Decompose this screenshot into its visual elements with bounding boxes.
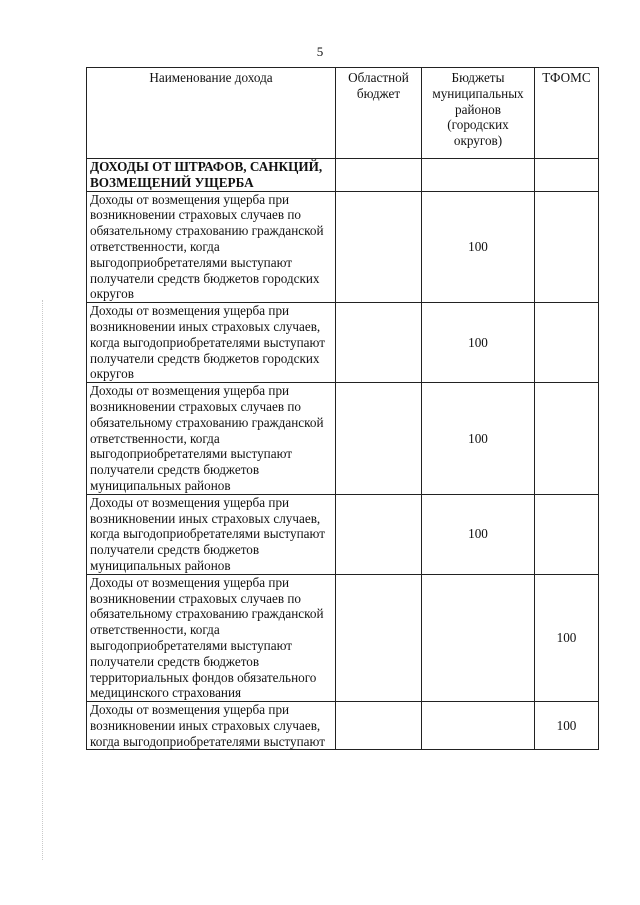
scan-margin-marks	[42, 300, 47, 860]
tfoms-value-cell	[535, 191, 599, 303]
revenue-name-cell: Доходы от возмещения ущерба при возникновении страховых случаев по обязательному страхованию гражданской ответственности, когда выгодоприобретателями выступают получатели средств бюджетов территориальных фондов обязательного медицинского страхования	[87, 574, 336, 701]
tfoms-value-cell	[535, 494, 599, 574]
header-municipal-budgets: Бюджеты муниципальных районов (городских округов)	[422, 68, 535, 159]
table-row	[87, 574, 599, 701]
section-municipal-cell	[422, 159, 535, 192]
revenue-name-cell: Доходы от возмещения ущерба при возникновении иных страховых случаев, когда выгодоприобретателями выступают получатели средств бюджетов городских округов	[87, 303, 336, 383]
tfoms-value-cell: 100	[535, 702, 599, 750]
municipal-value-cell	[422, 574, 535, 701]
oblast-value-cell	[336, 702, 422, 750]
revenue-name-cell: Доходы от возмещения ущерба при возникновении страховых случаев по обязательному страхованию гражданской ответственности, когда выгодоприобретателями выступают получатели средств бюджетов муниципальных районов	[87, 383, 336, 495]
header-tfoms: ТФОМС	[535, 68, 599, 159]
section-oblast-cell	[336, 159, 422, 192]
municipal-value-cell: 100	[422, 303, 535, 383]
page-number: 5	[316, 44, 324, 59]
oblast-value-cell	[336, 303, 422, 383]
oblast-value-cell	[336, 191, 422, 303]
section-tfoms-cell	[535, 159, 599, 192]
tfoms-value-cell	[535, 303, 599, 383]
tfoms-value-cell	[535, 383, 599, 495]
municipal-value-cell: 100	[422, 191, 535, 303]
tfoms-value-cell: 100	[535, 574, 599, 701]
section-row	[87, 159, 599, 192]
header-oblast-budget: Областной бюджет	[336, 68, 422, 159]
revenue-name-cell: Доходы от возмещения ущерба при возникновении иных страховых случаев, когда выгодоприобретателями выступают	[87, 702, 336, 750]
section-title: ДОХОДЫ ОТ ШТРАФОВ, САНКЦИЙ, ВОЗМЕЩЕНИЙ УЩЕРБА	[87, 159, 336, 192]
table-row	[87, 494, 599, 574]
header-revenue-name: Наименование дохода	[87, 68, 336, 159]
table-row	[87, 191, 599, 303]
table-row	[87, 303, 599, 383]
oblast-value-cell	[336, 383, 422, 495]
revenue-distribution-table	[86, 67, 599, 750]
oblast-value-cell	[336, 494, 422, 574]
revenue-name-cell: Доходы от возмещения ущерба при возникновении иных страховых случаев, когда выгодоприобретателями выступают получатели средств бюджетов муниципальных районов	[87, 494, 336, 574]
municipal-value-cell: 100	[422, 494, 535, 574]
table-header-row	[87, 68, 599, 159]
table-row	[87, 702, 599, 750]
municipal-value-cell: 100	[422, 383, 535, 495]
table-row	[87, 383, 599, 495]
revenue-name-cell: Доходы от возмещения ущерба при возникновении страховых случаев по обязательному страхованию гражданской ответственности, когда выгодоприобретателями выступают получатели средств бюджетов городских округов	[87, 191, 336, 303]
municipal-value-cell	[422, 702, 535, 750]
oblast-value-cell	[336, 574, 422, 701]
